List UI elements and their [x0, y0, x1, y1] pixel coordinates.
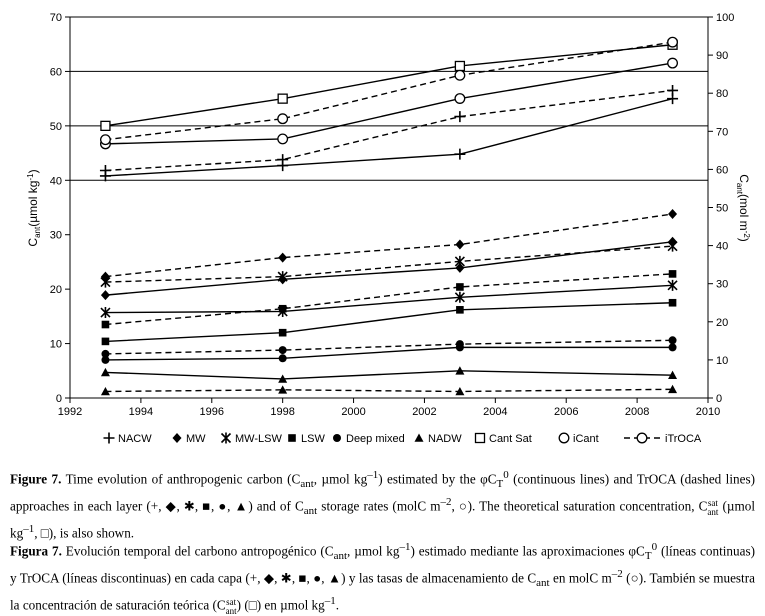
caption-es-frac-bottom: ant	[225, 606, 237, 616]
x-tick-label-2006: 2006	[553, 406, 579, 418]
point-icant-solid-13-2009-shape	[668, 58, 678, 68]
gridlines	[70, 71, 708, 180]
legend-marker-mw-lsw-shape	[222, 433, 231, 444]
caption-en-exp-2: –2	[440, 496, 452, 509]
point-itroca-dashed-14-1998	[278, 114, 288, 124]
point-deep-mixed-dashed-9-1998-shape	[279, 346, 287, 354]
legend	[104, 433, 702, 446]
legend-label-lsw: LSW	[301, 433, 325, 445]
point-lsw-solid-6-2003-shape	[456, 306, 464, 314]
y-tick-label-left-60: 60	[49, 66, 62, 79]
series-line-deep-mixed-solid-8	[105, 347, 672, 360]
series-line-cant-sat-solid-12	[105, 45, 672, 126]
caption-es-sup-0: 0	[651, 541, 658, 553]
legend-marker-lsw-shape	[288, 434, 296, 442]
point-deep-mixed-solid-8-2009-shape	[669, 343, 677, 351]
legend-label-cant-sat: Cant Sat	[489, 433, 532, 445]
point-lsw-solid-6-1998-shape	[279, 329, 287, 337]
point-mw-solid-2-1993-shape	[101, 290, 110, 300]
y-tick-label-right-90: 90	[716, 50, 729, 63]
point-itroca-dashed-14-2003	[455, 70, 465, 80]
caption-en-text-5: storage rates (molC m	[317, 498, 441, 514]
x-tick-label-2008: 2008	[624, 406, 650, 418]
point-lsw-solid-6-1993	[102, 338, 110, 346]
legend-marker-lsw	[288, 434, 296, 442]
caption-es-exp-1: –1	[399, 541, 411, 553]
legend-label-mw-lsw: MW-LSW	[235, 433, 282, 445]
point-icant-solid-13-1998-shape	[278, 134, 288, 144]
caption-es-text-8: .	[335, 597, 340, 613]
y-tick-label-right-70: 70	[716, 126, 729, 139]
caption-es-frac-top: sat	[226, 597, 237, 608]
tick-labels	[50, 12, 735, 418]
point-nacw-dashed-1-1998	[277, 154, 288, 165]
caption-en-frac-bottom: ant	[707, 507, 719, 518]
point-itroca-dashed-14-1998-shape	[278, 114, 288, 124]
point-cant-sat-solid-12-1998-shape	[278, 94, 287, 103]
point-nacw-dashed-1-1993	[100, 165, 111, 176]
legend-label-icant: iCant	[573, 433, 599, 445]
y-left-close: )	[26, 169, 40, 174]
legend-label-mw: MW	[186, 433, 206, 445]
point-cant-sat-solid-12-1998	[278, 94, 287, 103]
point-lsw-solid-6-1993-shape	[102, 338, 110, 346]
point-deep-mixed-dashed-9-2003-shape	[456, 340, 464, 348]
point-deep-mixed-dashed-9-2009-shape	[669, 336, 677, 344]
point-cant-sat-solid-12-1993	[101, 121, 110, 130]
caption-es-sat-fraction	[226, 598, 237, 616]
caption-en-exp-1: –1	[367, 469, 379, 481]
legend-marker-itroca-shape	[637, 433, 647, 443]
x-tick-label-1992: 1992	[57, 406, 83, 418]
caption-es-text-6: (○). También se muestra la concentración de saturación teórica (C	[10, 570, 755, 613]
point-mw-dashed-3-1998-shape	[278, 253, 287, 263]
y-left-sub: ant	[33, 226, 42, 238]
x-tick-label-2010: 2010	[695, 406, 721, 418]
caption-en-text-7: (µmol kg	[10, 498, 756, 541]
point-nacw-dashed-1-1998-shape	[277, 154, 288, 165]
point-cant-sat-solid-12-1993-shape	[101, 121, 110, 130]
point-cant-sat-solid-12-2003-shape	[455, 61, 464, 70]
legend-marker-cant-sat-shape	[476, 434, 485, 443]
y-right-c: C	[737, 174, 751, 183]
point-deep-mixed-dashed-9-1993-shape	[101, 350, 109, 358]
caption-es-text-3: ) estimado mediante las aproximaciones φC	[410, 543, 645, 559]
caption-es-text-5: en molC m	[549, 570, 612, 586]
point-icant-solid-13-2003	[455, 94, 465, 104]
caption-en-frac-top: sat	[707, 498, 718, 509]
legend-label-deep-mixed: Deep mixed	[346, 433, 405, 445]
point-lsw-solid-6-1998	[279, 329, 287, 337]
legend-marker-mw	[173, 433, 182, 443]
x-tick-label-2002: 2002	[412, 406, 437, 418]
y-tick-label-left-10: 10	[49, 338, 62, 351]
caption-spanish	[10, 538, 755, 616]
legend-label-nacw: NACW	[118, 433, 152, 445]
series-line-nacw-solid-0	[105, 99, 672, 176]
point-lsw-dashed-7-2009	[669, 270, 677, 278]
legend-marker-deep-mixed-shape	[333, 434, 341, 442]
caption-en-sup-0: 0	[503, 469, 509, 481]
y-tick-label-right-20: 20	[716, 316, 729, 329]
caption-en-text-1: Time evolution of anthropogenic carbon (C	[61, 471, 301, 487]
x-tick-label-2004: 2004	[483, 406, 508, 418]
legend-item-deep-mixed	[333, 433, 405, 445]
y-tick-label-right-40: 40	[716, 240, 729, 253]
point-icant-solid-13-2009	[668, 58, 678, 68]
point-lsw-solid-6-2003	[456, 306, 464, 314]
caption-en-text-6: , ○). The theoretical saturation concentration, C	[451, 498, 708, 514]
caption-es-sub-ant: ant	[333, 550, 348, 563]
x-tick-label-1994: 1994	[128, 406, 154, 418]
y-tick-label-left-70: 70	[49, 12, 62, 24]
y-right-close: )	[737, 237, 751, 242]
y-tick-label-right-30: 30	[716, 278, 729, 291]
point-nacw-dashed-1-2009-shape	[667, 85, 678, 96]
y-tick-label-left-40: 40	[49, 175, 62, 188]
series-lines	[105, 42, 672, 391]
caption-es-exp-3: –1	[324, 595, 336, 608]
legend-marker-nadw-shape	[415, 434, 424, 442]
point-lsw-solid-6-2009-shape	[669, 299, 677, 307]
legend-label-itroca: iTrOCA	[665, 433, 702, 445]
point-nacw-dashed-1-2009	[667, 85, 678, 96]
caption-es-sub-ant-2: ant	[536, 577, 550, 590]
point-nacw-solid-0-2003	[454, 149, 465, 160]
y-right-exp: -2	[742, 230, 751, 238]
point-mw-solid-2-1993	[101, 290, 110, 300]
point-deep-mixed-solid-8-2009	[669, 343, 677, 351]
series-line-itroca-dashed-14	[105, 42, 672, 140]
y-tick-label-left-0: 0	[55, 393, 62, 405]
caption-english	[10, 466, 755, 542]
caption-es-text-1: Evolución temporal del carbono antropogénico (C	[61, 543, 334, 559]
point-lsw-dashed-7-2003	[456, 283, 464, 291]
caption-en-sub-t: T	[496, 478, 504, 491]
caption-en-text-2: , µmol kg	[313, 471, 368, 487]
y-tick-label-left-30: 30	[49, 229, 62, 242]
caption-es-text-2: , µmol kg	[347, 543, 400, 559]
point-itroca-dashed-14-1993	[101, 135, 111, 145]
legend-marker-nadw	[415, 434, 424, 442]
caption-en-text-4: (continuous lines) and TrOCA (dashed lines) approaches in each layer (+, ◆, ✱, ■, ●, ▲) and of C	[10, 471, 755, 514]
y-tick-label-right-50: 50	[716, 202, 729, 215]
point-cant-sat-solid-12-2003	[455, 61, 464, 70]
legend-label-nadw: NADW	[428, 433, 462, 445]
y-tick-label-left-20: 20	[49, 284, 62, 297]
point-lsw-dashed-7-2009-shape	[669, 270, 677, 278]
y-axis-right-label	[735, 174, 751, 242]
legend-item-mw	[173, 433, 207, 445]
y-left-exp: -1	[26, 173, 35, 181]
point-deep-mixed-dashed-9-1998	[279, 346, 287, 354]
point-mw-dashed-3-2003	[455, 240, 464, 250]
point-nacw-solid-0-2003-shape	[454, 149, 465, 160]
x-tick-label-1996: 1996	[199, 406, 225, 418]
caption-es-sub-t: T	[644, 550, 652, 563]
x-tick-label-1998: 1998	[270, 406, 295, 418]
point-icant-solid-13-1998	[278, 134, 288, 144]
y-tick-label-left-50: 50	[49, 120, 62, 133]
legend-item-itroca	[624, 433, 702, 445]
point-mw-dashed-3-2009-shape	[668, 209, 677, 219]
y-tick-label-right-100: 100	[716, 12, 735, 24]
point-itroca-dashed-14-2009-shape	[668, 37, 678, 47]
y-tick-label-right-0: 0	[716, 393, 723, 405]
legend-marker-mw-lsw	[222, 433, 231, 444]
legend-marker-nacw	[104, 433, 115, 444]
point-mw-dashed-3-2009	[668, 209, 677, 219]
caption-en-sub-ant: ant	[300, 478, 314, 491]
legend-marker-icant-shape	[559, 433, 569, 443]
legend-item-icant	[559, 433, 598, 445]
point-deep-mixed-solid-8-1998	[279, 354, 287, 362]
y-tick-label-right-60: 60	[716, 164, 729, 177]
y-tick-label-right-10: 10	[716, 354, 729, 367]
point-deep-mixed-solid-8-1998-shape	[279, 354, 287, 362]
point-nacw-dashed-1-2003-shape	[454, 111, 465, 122]
legend-marker-itroca	[637, 433, 647, 443]
series-line-mw-lsw-dashed-5	[105, 246, 672, 282]
point-lsw-dashed-7-2003-shape	[456, 283, 464, 291]
caption-en-text-3: ) estimated by the φC	[378, 471, 497, 487]
point-mw-dashed-3-1998	[278, 253, 287, 263]
y-right-unit: (mol m	[737, 194, 751, 231]
series-markers	[100, 37, 678, 395]
series-line-nadw-dashed-11	[105, 389, 672, 391]
axes	[65, 17, 713, 403]
legend-marker-nacw-shape	[104, 433, 115, 444]
point-lsw-dashed-7-1993-shape	[102, 321, 110, 329]
point-itroca-dashed-14-2009	[668, 37, 678, 47]
plot-frame	[70, 17, 708, 398]
legend-marker-deep-mixed	[333, 434, 341, 442]
series-line-mw-lsw-solid-4	[105, 285, 672, 312]
caption-es-figure-label: Figura 7.	[10, 543, 62, 559]
series-line-nadw-solid-10	[105, 371, 672, 379]
point-itroca-dashed-14-1993-shape	[101, 135, 111, 145]
series-line-icant-solid-13	[105, 63, 672, 144]
legend-marker-cant-sat	[476, 434, 485, 443]
caption-es-text-4: (líneas continuas) y TrOCA (líneas discontinuas) en cada capa (+, ◆, ✱, ■, ●, ▲) y las tasas de almacenamiento de C	[10, 543, 755, 586]
point-mw-dashed-3-2003-shape	[455, 240, 464, 250]
point-icant-solid-13-2003-shape	[455, 94, 465, 104]
legend-item-mw-lsw	[222, 433, 283, 446]
y-tick-label-right-80: 80	[716, 88, 729, 101]
series-line-lsw-dashed-7	[105, 274, 672, 325]
y-axis-left-label	[26, 169, 42, 246]
y-left-c: C	[26, 237, 40, 247]
legend-marker-mw-shape	[173, 433, 182, 443]
legend-item-lsw	[288, 433, 325, 445]
point-lsw-dashed-7-1998-shape	[279, 305, 287, 313]
point-nacw-dashed-1-2003	[454, 111, 465, 122]
legend-item-cant-sat	[476, 433, 532, 445]
point-lsw-dashed-7-1998	[279, 305, 287, 313]
y-left-unit: (µmol kg	[26, 180, 40, 227]
legend-marker-icant	[559, 433, 569, 443]
caption-es-exp-2: –2	[611, 568, 623, 581]
caption-en-text-8: , □), is also shown.	[34, 525, 135, 541]
legend-item-nacw	[104, 433, 153, 446]
caption-en-exp-3: –1	[23, 523, 35, 536]
point-itroca-dashed-14-2003-shape	[455, 70, 465, 80]
point-deep-mixed-dashed-9-2009	[669, 336, 677, 344]
point-lsw-dashed-7-1993	[102, 321, 110, 329]
y-right-sub: ant	[735, 182, 744, 194]
caption-es-text-7: ) (□) en µmol kg	[236, 597, 325, 613]
point-nacw-dashed-1-1993-shape	[100, 165, 111, 176]
x-tick-label-2000: 2000	[341, 406, 366, 418]
caption-en-sub-ant-2: ant	[303, 505, 318, 518]
point-deep-mixed-dashed-9-2003	[456, 340, 464, 348]
legend-item-nadw	[415, 433, 463, 445]
point-deep-mixed-dashed-9-1993	[101, 350, 109, 358]
caption-en-sat-fraction	[707, 499, 718, 517]
caption-en-figure-label: Figure 7.	[10, 471, 62, 487]
series-line-lsw-solid-6	[105, 303, 672, 342]
point-lsw-solid-6-2009	[669, 299, 677, 307]
